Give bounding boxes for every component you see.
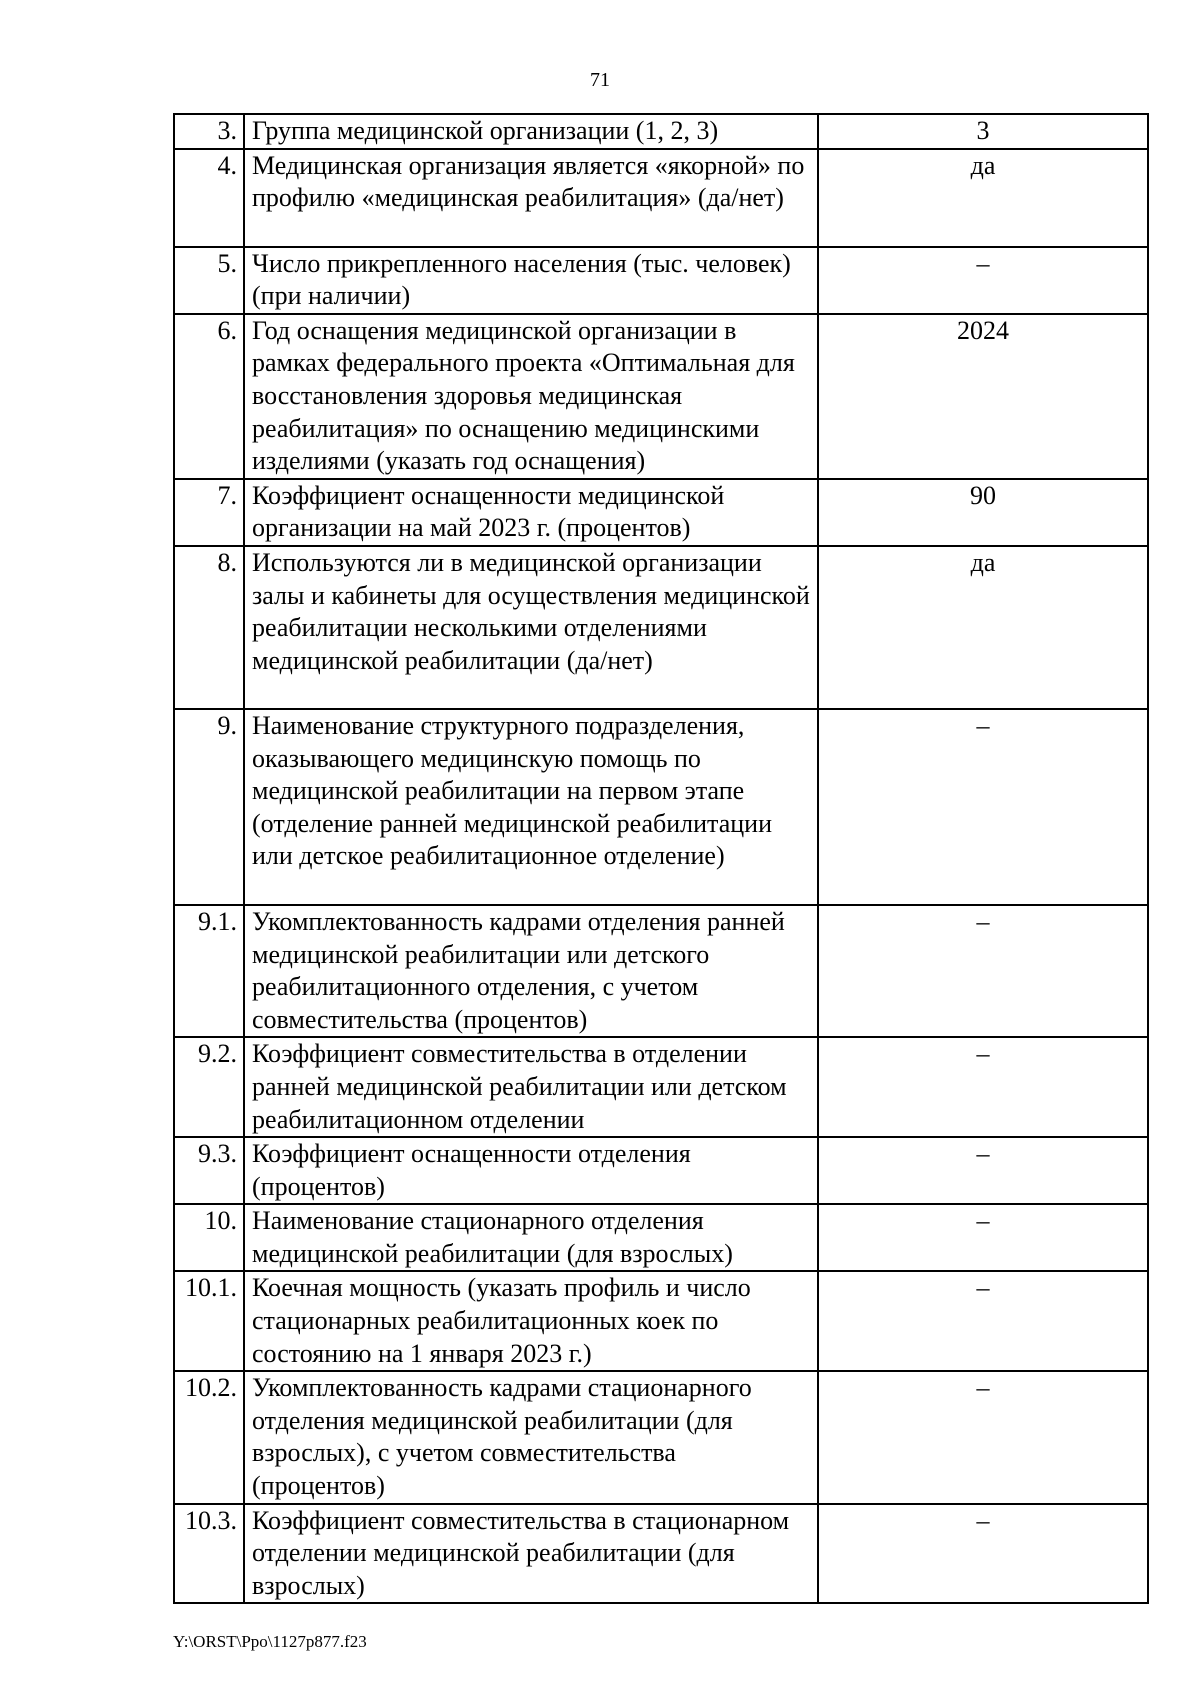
table-row xyxy=(174,709,1148,905)
row-label: Коэффициент совместительства в стационарном отделении медицинской реабилитации (для взрослых) xyxy=(244,1504,818,1604)
row-label: Укомплектованность кадрами отделения ранней медицинской реабилитации или детского реабилитационного отделения, с учетом совместительства (процентов) xyxy=(244,905,818,1037)
table-row xyxy=(174,1204,1148,1271)
row-number: 8. xyxy=(174,546,244,709)
row-number: 9.1. xyxy=(174,905,244,1037)
table-row xyxy=(174,905,1148,1037)
row-value: – xyxy=(818,1271,1148,1371)
row-value: – xyxy=(818,905,1148,1037)
row-value: – xyxy=(818,709,1148,905)
row-number: 10.2. xyxy=(174,1371,244,1503)
table-row xyxy=(174,479,1148,546)
table-row xyxy=(174,1371,1148,1503)
row-label: Коэффициент оснащенности отделения (процентов) xyxy=(244,1137,818,1204)
row-value: да xyxy=(818,546,1148,709)
row-value: – xyxy=(818,247,1148,314)
table-row xyxy=(174,114,1148,149)
table-row xyxy=(174,1271,1148,1371)
table-row xyxy=(174,247,1148,314)
row-label: Коэффициент оснащенности медицинской организации на май 2023 г. (процентов) xyxy=(244,479,818,546)
row-label: Наименование структурного подразделения, оказывающего медицинскую помощь по медицинской реабилитации на первом этапе (отделение ранней медицинской реабилитации или детское реабилитационное отделение) xyxy=(244,709,818,905)
row-number: 7. xyxy=(174,479,244,546)
row-number: 5. xyxy=(174,247,244,314)
row-value: 90 xyxy=(818,479,1148,546)
file-path-footer: Y:\ORST\Ppo\1127p877.f23 xyxy=(173,1632,367,1651)
row-number: 9.2. xyxy=(174,1037,244,1137)
row-number: 10.3. xyxy=(174,1504,244,1604)
row-number: 10. xyxy=(174,1204,244,1271)
table-row xyxy=(174,546,1148,709)
row-label: Коечная мощность (указать профиль и число стационарных реабилитационных коек по состоянию на 1 января 2023 г.) xyxy=(244,1271,818,1371)
table-row xyxy=(174,1137,1148,1204)
row-label: Укомплектованность кадрами стационарного отделения медицинской реабилитации (для взрослых), с учетом совместительства (процентов) xyxy=(244,1371,818,1503)
table-row xyxy=(174,1037,1148,1137)
row-value: – xyxy=(818,1204,1148,1271)
row-label: Наименование стационарного отделения медицинской реабилитации (для взрослых) xyxy=(244,1204,818,1271)
row-value: 2024 xyxy=(818,314,1148,479)
page-number: 71 xyxy=(590,69,610,91)
row-value: – xyxy=(818,1137,1148,1204)
row-value: да xyxy=(818,149,1148,247)
row-label: Группа медицинской организации (1, 2, 3) xyxy=(244,114,818,149)
row-label: Используются ли в медицинской организации залы и кабинеты для осуществления медицинской реабилитации несколькими отделениями медицинской реабилитации (да/нет) xyxy=(244,546,818,709)
row-number: 10.1. xyxy=(174,1271,244,1371)
data-table xyxy=(173,113,1149,1604)
row-label: Год оснащения медицинской организации в рамках федерального проекта «Оптимальная для восстановления здоровья медицинская реабилитация» по оснащению медицинскими изделиями (указать год оснащения) xyxy=(244,314,818,479)
row-number: 3. xyxy=(174,114,244,149)
row-value: 3 xyxy=(818,114,1148,149)
row-label: Число прикрепленного населения (тыс. человек) (при наличии) xyxy=(244,247,818,314)
row-label: Медицинская организация является «якорной» по профилю «медицинская реабилитация» (да/нет) xyxy=(244,149,818,247)
table-row xyxy=(174,149,1148,247)
row-number: 6. xyxy=(174,314,244,479)
row-value: – xyxy=(818,1504,1148,1604)
row-value: – xyxy=(818,1371,1148,1503)
row-value: – xyxy=(818,1037,1148,1137)
row-number: 9. xyxy=(174,709,244,905)
row-number: 4. xyxy=(174,149,244,247)
table-row xyxy=(174,314,1148,479)
row-label: Коэффициент совместительства в отделении ранней медицинской реабилитации или детском реабилитационном отделении xyxy=(244,1037,818,1137)
table-row xyxy=(174,1504,1148,1604)
row-number: 9.3. xyxy=(174,1137,244,1204)
